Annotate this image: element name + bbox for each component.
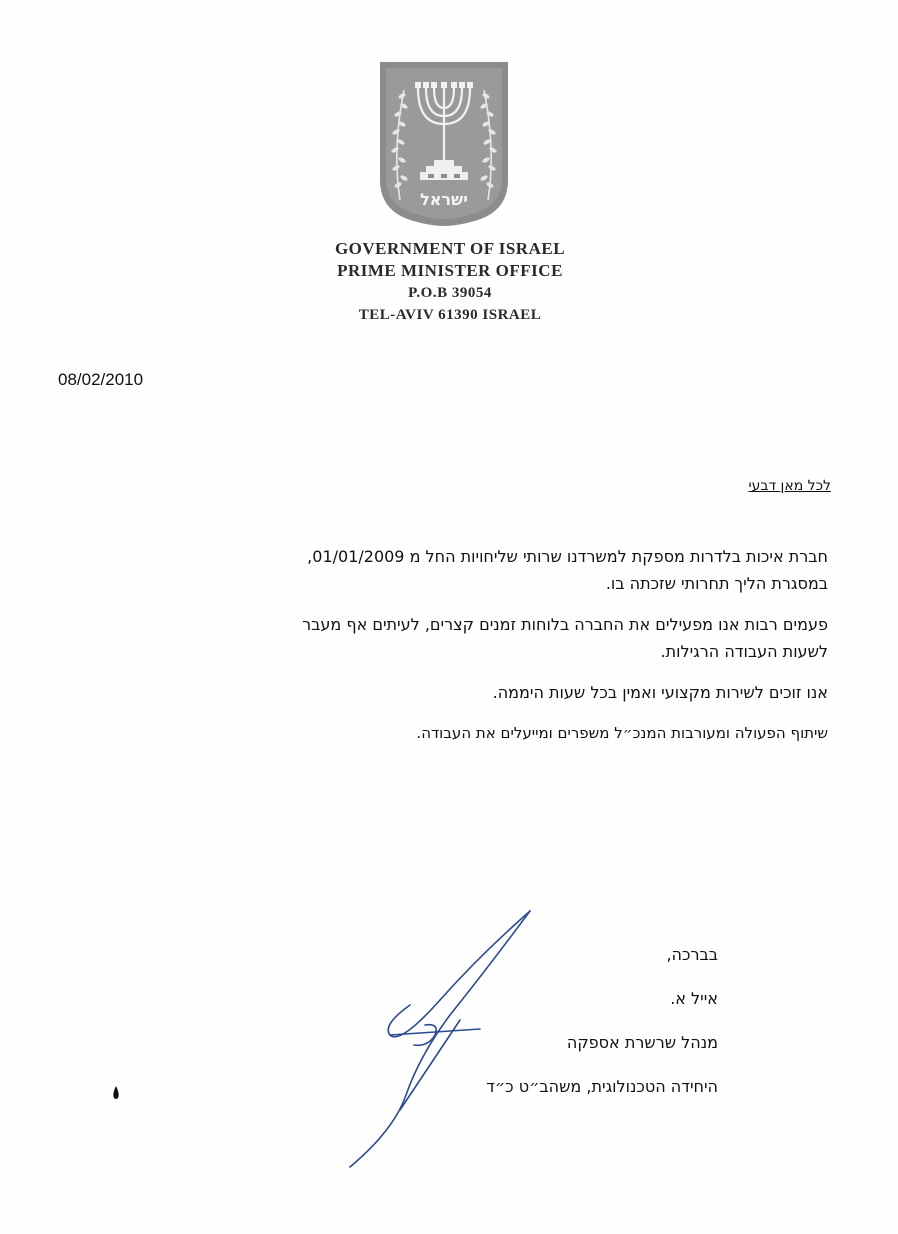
body-paragraph-3: אנו זוכים לשירות מקצועי ואמין בכל שעות היממה.	[492, 683, 828, 702]
salutation: לכל מאן דבעי	[748, 478, 831, 494]
emblem-text: ישראל	[420, 190, 468, 209]
body-p2-line1: פעמים רבות אנו מפעילים את החברה בלוחות זמנים קצרים, לעיתים אף מעבר	[302, 615, 828, 634]
signer-name: אייל א.	[670, 989, 718, 1008]
body-paragraph-4: שיתוף הפעולה ומעורבות המנכ״ל משפרים ומייעלים את העבודה.	[416, 724, 828, 742]
body-p1-line1: חברת איכות בלדרות מספקת למשרדנו שרותי שליחויות החל מ 01/01/2009,	[307, 547, 828, 566]
letterhead-address	[250, 238, 650, 326]
letterhead-line-pob: P.O.B 39054	[408, 285, 492, 301]
letterhead-line-city: TEL-AVIV 61390 ISRAEL	[358, 307, 542, 323]
letter-date: 08/02/2010	[58, 370, 144, 389]
signer-unit: היחידה הטכנולוגית, משהב״ט כ״ד	[486, 1077, 718, 1096]
letter-body	[108, 543, 828, 763]
body-p1-line2: במסגרת הליך תחרותי שזכתה בו.	[605, 574, 828, 593]
closing-regards: בברכה,	[666, 945, 718, 964]
body-p2-line2: לשעות העבודה הרגילות.	[660, 642, 828, 661]
closing-block	[318, 940, 718, 1116]
letterhead-line-government: GOVERNMENT OF ISRAEL	[334, 239, 566, 258]
letterhead-line-office: PRIME MINISTER OFFICE	[337, 261, 563, 280]
body-paragraph-2	[108, 611, 828, 665]
signer-title: מנהל שרשרת אספקה	[566, 1033, 718, 1052]
body-paragraph-1	[108, 543, 828, 597]
state-emblem-menorah-icon	[378, 60, 510, 228]
ink-speck	[112, 1086, 120, 1100]
